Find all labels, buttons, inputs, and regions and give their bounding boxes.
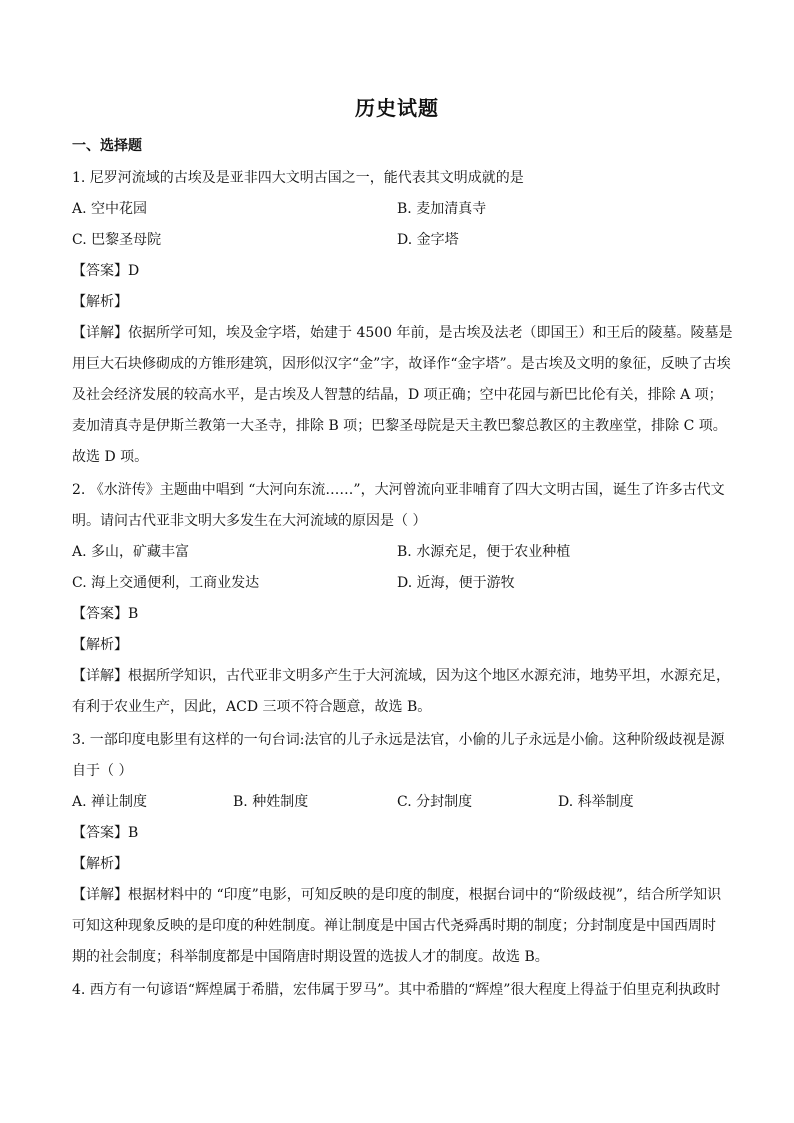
- q2-detail-line: 有利于农业生产，因此，ACD 三项不符合题意，故选 B。: [72, 699, 432, 715]
- q1-option-b: B. 麦加清真寺: [397, 201, 487, 217]
- q3-detail-line: 【详解】根据材料中的 “印度”电影，可知反映的是印度的制度，根据台词中的“阶级歧视”，结合所学知识: [72, 887, 722, 903]
- question-2-stem: 2. 《水浒传》主题曲中唱到 “大河向东流……”，大河曾流向亚非哺育了四大文明古国，诞生了许多古代文: [72, 482, 725, 498]
- q1-option-c: C. 巴黎圣母院: [72, 232, 162, 248]
- q2-option-b: B. 水源充足，便于农业种植: [397, 544, 571, 560]
- q1-analysis-label: 【解析】: [72, 294, 128, 310]
- question-4-stem: 4. 西方有一句谚语“辉煌属于希腊，宏伟属于罗马”。其中希腊的“辉煌”很大程度上得益于伯里克利执政时: [72, 982, 721, 998]
- q2-detail-line: 【详解】根据所学知识，古代亚非文明多产生于大河流域，因为这个地区水源充沛，地势平坦，水源充足，: [72, 668, 730, 684]
- q3-detail-line: 可知这种现象反映的是印度的种姓制度。禅让制度是中国古代尧舜禹时期的制度；分封制度是中国西周时: [72, 918, 716, 934]
- q2-option-c: C. 海上交通便利，工商业发达: [72, 575, 260, 591]
- q1-detail-line: 及社会经济发展的较高水平，是古埃及人智慧的结晶，D 项正确；空中花园与新巴比伦有关，排除 A 项；: [72, 387, 723, 403]
- q1-detail-line: 用巨大石块修砌成的方锥形建筑，因形似汉字“金”字，故译作“金字塔”。是古埃及文明的象征，反映了古埃: [72, 356, 731, 372]
- q2-option-a: A. 多山，矿藏丰富: [72, 544, 190, 560]
- q1-detail-line: 【详解】依据所学可知，埃及金字塔，始建于 4500 年前，是古埃及法老（即国王）和王后的陵墓。陵墓是: [72, 325, 733, 341]
- q1-option-a: A. 空中花园: [72, 201, 148, 217]
- page-title: 历史试题: [355, 96, 439, 120]
- q1-detail-line: 麦加清真寺是伊斯兰教第一大圣寺，排除 B 项；巴黎圣母院是天主教巴黎总教区的主教座堂，排除 C 项。: [72, 418, 727, 434]
- q3-analysis-label: 【解析】: [72, 856, 128, 872]
- q1-answer: 【答案】D: [72, 263, 140, 279]
- q3-option-c: C. 分封制度: [397, 794, 473, 810]
- question-2-stem: 明。请问古代亚非文明大多发生在大河流域的原因是（ ）: [72, 513, 427, 529]
- question-3-stem: 3. 一部印度电影里有这样的一句台词:法官的儿子永远是法官，小偷的儿子永远是小偷。这种阶级歧视是源: [72, 732, 725, 748]
- q3-detail-line: 期的社会制度；科举制度都是中国隋唐时期设置的选拔人才的制度。故选 B。: [72, 949, 549, 965]
- question-3-stem: 自于（ ）: [72, 763, 133, 779]
- question-1-stem: 1. 尼罗河流域的古埃及是亚非四大文明古国之一，能代表其文明成就的是: [72, 170, 524, 186]
- q3-option-b: B. 种姓制度: [233, 794, 309, 810]
- q2-analysis-label: 【解析】: [72, 637, 128, 653]
- q1-detail-line: 故选 D 项。: [72, 449, 149, 465]
- q2-answer: 【答案】B: [72, 606, 139, 622]
- q3-option-a: A. 禅让制度: [72, 794, 148, 810]
- q2-option-d: D. 近海，便于游牧: [397, 575, 515, 591]
- q3-answer: 【答案】B: [72, 825, 139, 841]
- q3-option-d: D. 科举制度: [558, 794, 634, 810]
- section-heading: 一、选择题: [72, 138, 142, 154]
- q1-option-d: D. 金字塔: [397, 232, 459, 248]
